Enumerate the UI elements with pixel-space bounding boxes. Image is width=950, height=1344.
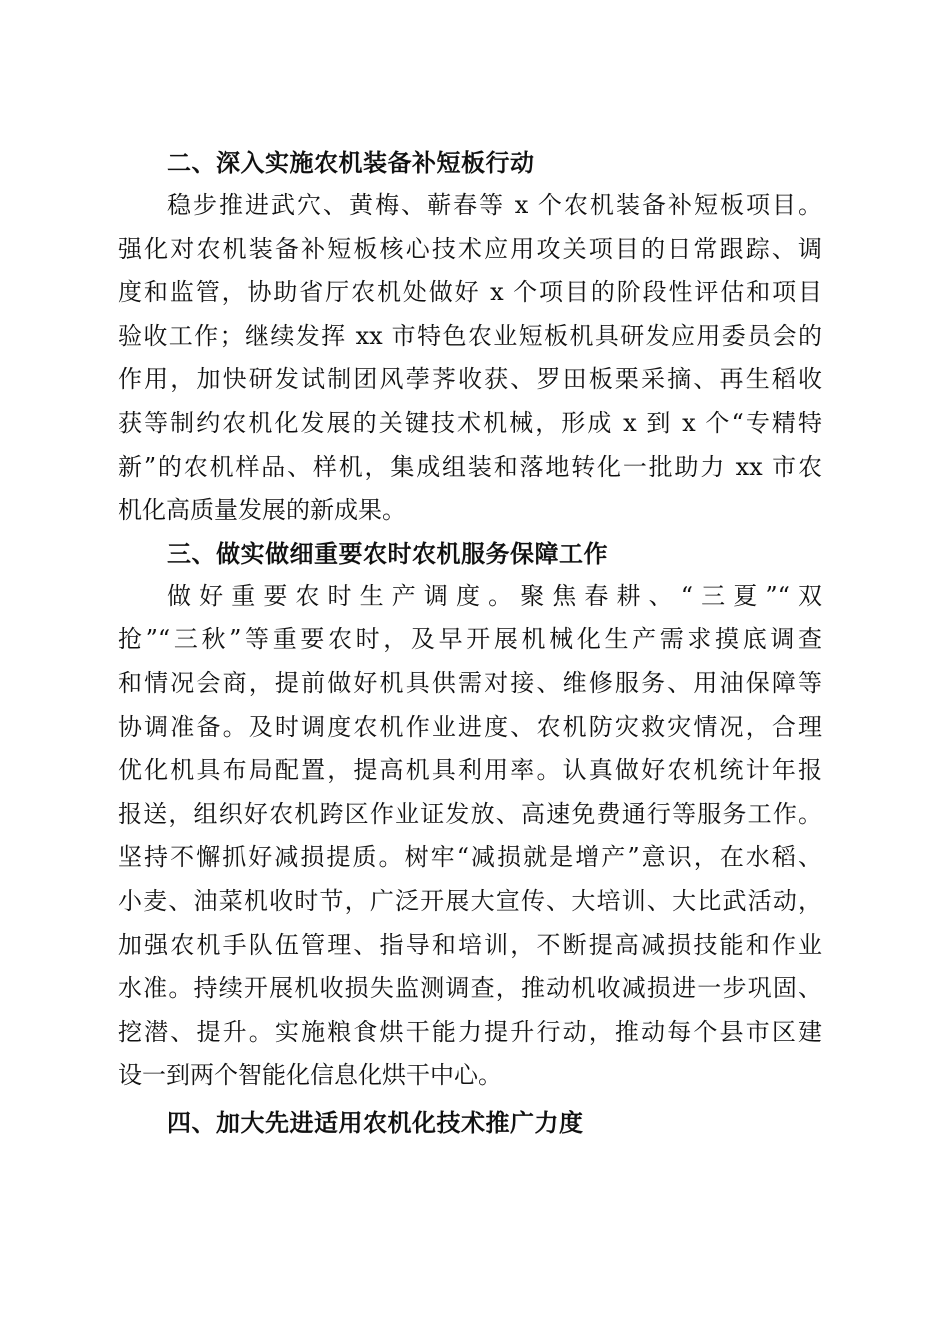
paragraph-line: 强化对农机装备补短板核心技术应用攻关项目的日常跟踪、调 bbox=[118, 234, 822, 263]
paragraph-line: 加强农机手队伍管理、指导和培训，不断提高减损技能和作业 bbox=[118, 930, 822, 959]
paragraph-line: 度和监管，协助省厅农机处做好 x 个项目的阶段性评估和项目 bbox=[118, 278, 822, 307]
document-body bbox=[118, 142, 830, 1144]
paragraph-line: 报送，组织好农机跨区作业证发放、高速免费通行等服务工作。 bbox=[118, 799, 822, 828]
paragraph-line: 和情况会商，提前做好机具供需对接、维修服务、用油保障等 bbox=[118, 668, 822, 697]
paragraph-line: 设一到两个智能化信息化烘干中心。 bbox=[118, 1061, 502, 1090]
paragraph-line: 抢”“三秋”等重要农时，及早开展机械化生产需求摸底调查 bbox=[118, 625, 822, 654]
paragraph-line: 稳步推进武穴、黄梅、蕲春等 x 个农机装备补短板项目。 bbox=[167, 191, 822, 219]
paragraph-line: 小麦、油菜机收时节，广泛开展大宣传、大培训、大比武活动， bbox=[118, 886, 822, 915]
paragraph-line: 获等制约农机化发展的关键技术机械，形成 x 到 x 个“专精特 bbox=[118, 408, 822, 437]
paragraph-line: 作用，加快研发试制团风荸荠收获、罗田板栗采摘、再生稻收 bbox=[118, 365, 822, 394]
paragraph-line: 优化机具布局配置，提高机具利用率。认真做好农机统计年报 bbox=[118, 756, 822, 785]
section-heading-3: 三、做实做细重要农时农机服务保障工作 bbox=[167, 539, 608, 568]
paragraph-line: 做好重要农时生产调度。聚焦春耕、“三夏”“双 bbox=[167, 581, 822, 610]
paragraph-line: 挖潜、提升。实施粮食烘干能力提升行动，推动每个县市区建 bbox=[118, 1017, 822, 1046]
paragraph-line: 坚持不懈抓好减损提质。树牢“减损就是增产”意识，在水稻、 bbox=[118, 843, 822, 872]
section-3-paragraph bbox=[118, 575, 830, 1098]
section-heading-4: 四、加大先进适用农机化技术推广力度 bbox=[167, 1108, 584, 1137]
paragraph-line: 水准。持续开展机收损失监测调查，推动机收减损进一步巩固、 bbox=[118, 974, 822, 1003]
section-2-paragraph bbox=[118, 184, 830, 533]
paragraph-line: 验收工作；继续发挥 xx 市特色农业短板机具研发应用委员会的 bbox=[118, 321, 822, 350]
paragraph-line: 新”的农机样品、样机，集成组装和落地转化一批助力 xx 市农 bbox=[118, 452, 822, 481]
section-heading-2: 二、深入实施农机装备补短板行动 bbox=[167, 149, 535, 177]
paragraph-line: 机化高质量发展的新成果。 bbox=[118, 496, 406, 525]
paragraph-line: 协调准备。及时调度农机作业进度、农机防灾救灾情况，合理 bbox=[118, 712, 822, 741]
